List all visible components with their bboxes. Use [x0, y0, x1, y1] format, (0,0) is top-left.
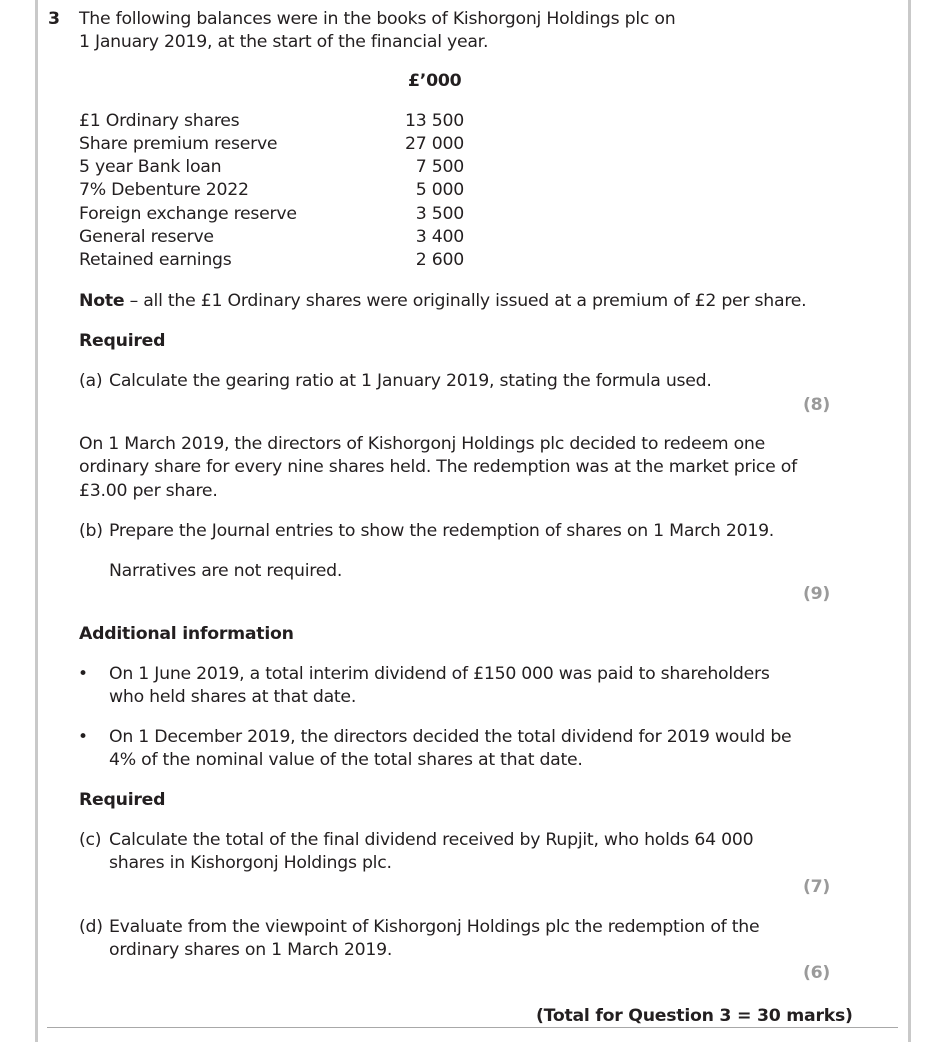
balance-label: Share premium reserve: [79, 134, 278, 154]
required-heading-1: Required: [79, 331, 166, 351]
balance-label: 5 year Bank loan: [79, 157, 222, 177]
part-a-marks: (8): [803, 395, 831, 415]
note-text: – all the £1 Ordinary shares were originally issued at a premium of £2 per share.: [124, 291, 807, 311]
bullet-1-line-2: who held shares at that date.: [109, 687, 357, 707]
intro-line-1: The following balances were in the books of Kishorgonj Holdings plc on: [79, 9, 676, 29]
balance-value: 13 500: [405, 111, 464, 131]
redemption-line-1: On 1 March 2019, the directors of Kishorgonj Holdings plc decided to redeem one: [79, 434, 765, 454]
balance-value: 5 000: [415, 180, 464, 200]
balance-label: Foreign exchange reserve: [79, 204, 297, 224]
balances-column-header: £’000: [408, 71, 462, 91]
part-c-label: (c): [79, 830, 102, 850]
bullet-icon: •: [78, 664, 89, 684]
bullet-2-line-2: 4% of the nominal value of the total shares at that date.: [109, 750, 583, 770]
part-c-marks: (7): [803, 877, 831, 897]
bullet-icon: •: [78, 727, 89, 747]
part-d-label: (d): [79, 917, 103, 937]
redemption-line-3: £3.00 per share.: [79, 481, 218, 501]
left-margin-rule: [35, 0, 38, 1042]
additional-info-heading: Additional information: [79, 624, 294, 644]
note-label: Note: [79, 291, 125, 311]
part-b-text: Prepare the Journal entries to show the redemption of shares on 1 March 2019.: [109, 521, 775, 541]
redemption-line-2: ordinary share for every nine shares held. The redemption was at the market price of: [79, 457, 797, 477]
part-b-label: (b): [79, 521, 103, 541]
intro-line-2: 1 January 2019, at the start of the financial year.: [79, 32, 489, 52]
bullet-2-line-1: On 1 December 2019, the directors decided the total dividend for 2019 would be: [109, 727, 792, 747]
part-d-line-2: ordinary shares on 1 March 2019.: [109, 940, 393, 960]
part-a-label: (a): [79, 371, 103, 391]
balance-value: 7 500: [415, 157, 464, 177]
part-d-marks: (6): [803, 963, 831, 983]
question-total: (Total for Question 3 = 30 marks): [536, 1006, 853, 1026]
part-d-line-1: Evaluate from the viewpoint of Kishorgonj Holdings plc the redemption of the: [109, 917, 760, 937]
part-c-line-2: shares in Kishorgonj Holdings plc.: [109, 853, 392, 873]
bottom-rule: [47, 1027, 898, 1028]
note: [79, 290, 806, 314]
part-b-marks: (9): [803, 584, 831, 604]
part-a-text: Calculate the gearing ratio at 1 January 2019, stating the formula used.: [109, 371, 712, 391]
part-c-line-1: Calculate the total of the final dividend received by Rupjit, who holds 64 000: [109, 830, 754, 850]
balance-value: 3 400: [415, 227, 464, 247]
part-b-subtext: Narratives are not required.: [109, 561, 343, 581]
required-heading-2: Required: [79, 790, 166, 810]
balance-label: £1 Ordinary shares: [79, 111, 240, 131]
right-margin-rule: [908, 0, 911, 1042]
balance-label: 7% Debenture 2022: [79, 180, 249, 200]
balance-label: General reserve: [79, 227, 214, 247]
bullet-1-line-1: On 1 June 2019, a total interim dividend of £150 000 was paid to shareholders: [109, 664, 770, 684]
balance-value: 3 500: [415, 204, 464, 224]
balance-value: 2 600: [415, 250, 464, 270]
balance-label: Retained earnings: [79, 250, 232, 270]
question-number: 3: [48, 9, 60, 29]
balance-value: 27 000: [405, 134, 464, 154]
